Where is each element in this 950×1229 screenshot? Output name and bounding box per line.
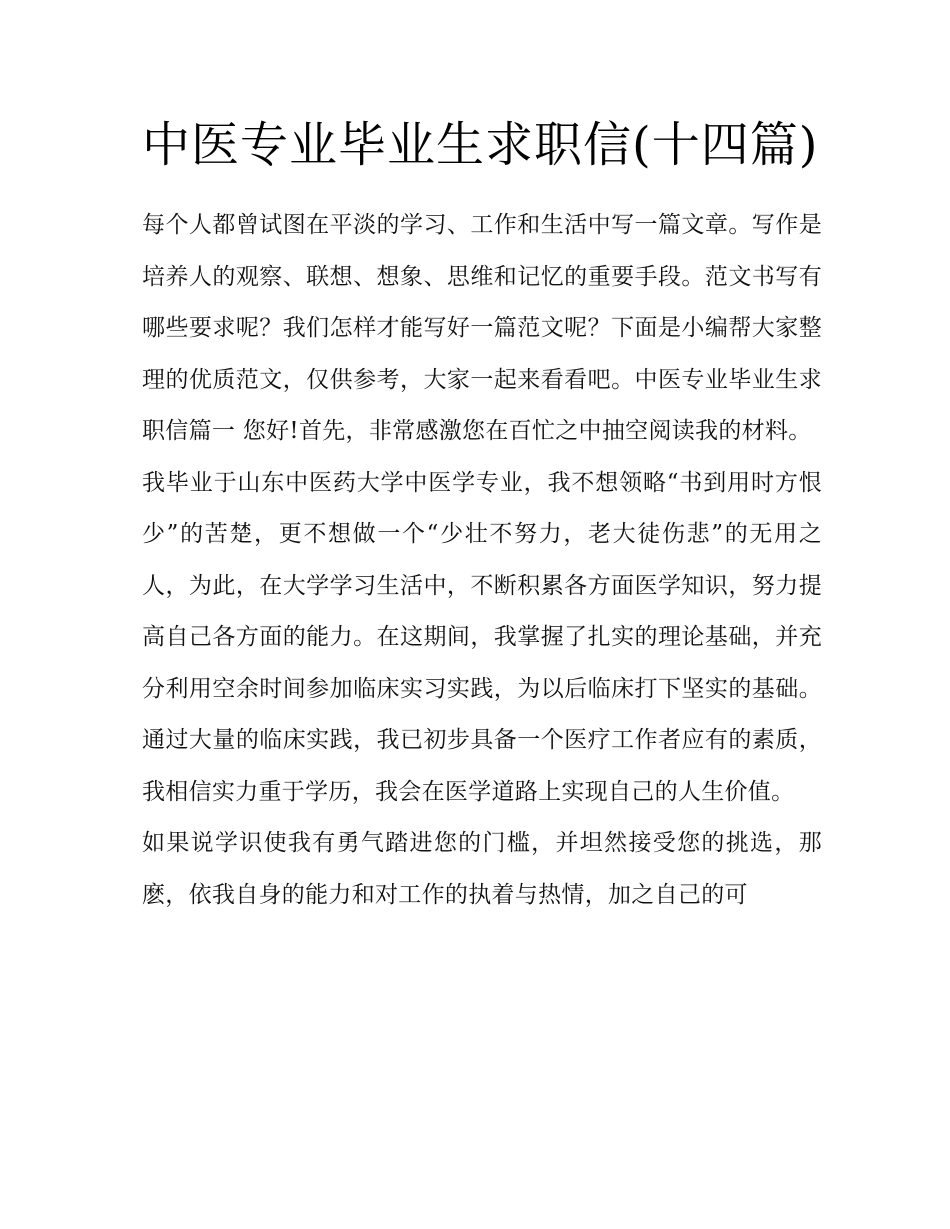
paragraph-education: 我毕业于山东中医药大学中医学专业，我不想领略“书到用时方恨少”的苦楚，更不想做一个“少壮不努力，老大徒伤悲”的无用之人，为此，在大学学习生活中，不断积累各方面医学知识，努力提高自己各方面的能力。在这期间，我掌握了扎实的理论基础，并充分利用空余时间参加临床实习实践，为以后临床打下坚实的基础。通过大量的临床实践，我已初步具备一个医疗工作者应有的素质，我相信实力重于学历，我会在医学道路上实现自己的人生价值。 [142, 469, 822, 805]
document-title: 中医专业毕业生求职信(十四篇) [142, 117, 819, 173]
document-body [142, 112, 822, 921]
paragraph-intro: 每个人都曾试图在平淡的学习、工作和生活中写一篇文章。写作是培养人的观察、联想、想象、思维和记忆的重要手段。范文书写有哪些要求呢？我们怎样才能写好一篇范文呢？下面是小编帮大家整理的优质范文，仅供参考，大家一起来看看吧。中医专业毕业生求职信篇一 您好!首先，非常感激您在百忙之中抽空阅读我的材料。 [142, 212, 822, 444]
paragraph-closing: 如果说学识使我有勇气踏进您的门槛，并坦然接受您的挑选，那麽，依我自身的能力和对工作的执着与热情，加之自己的可 [142, 830, 822, 908]
